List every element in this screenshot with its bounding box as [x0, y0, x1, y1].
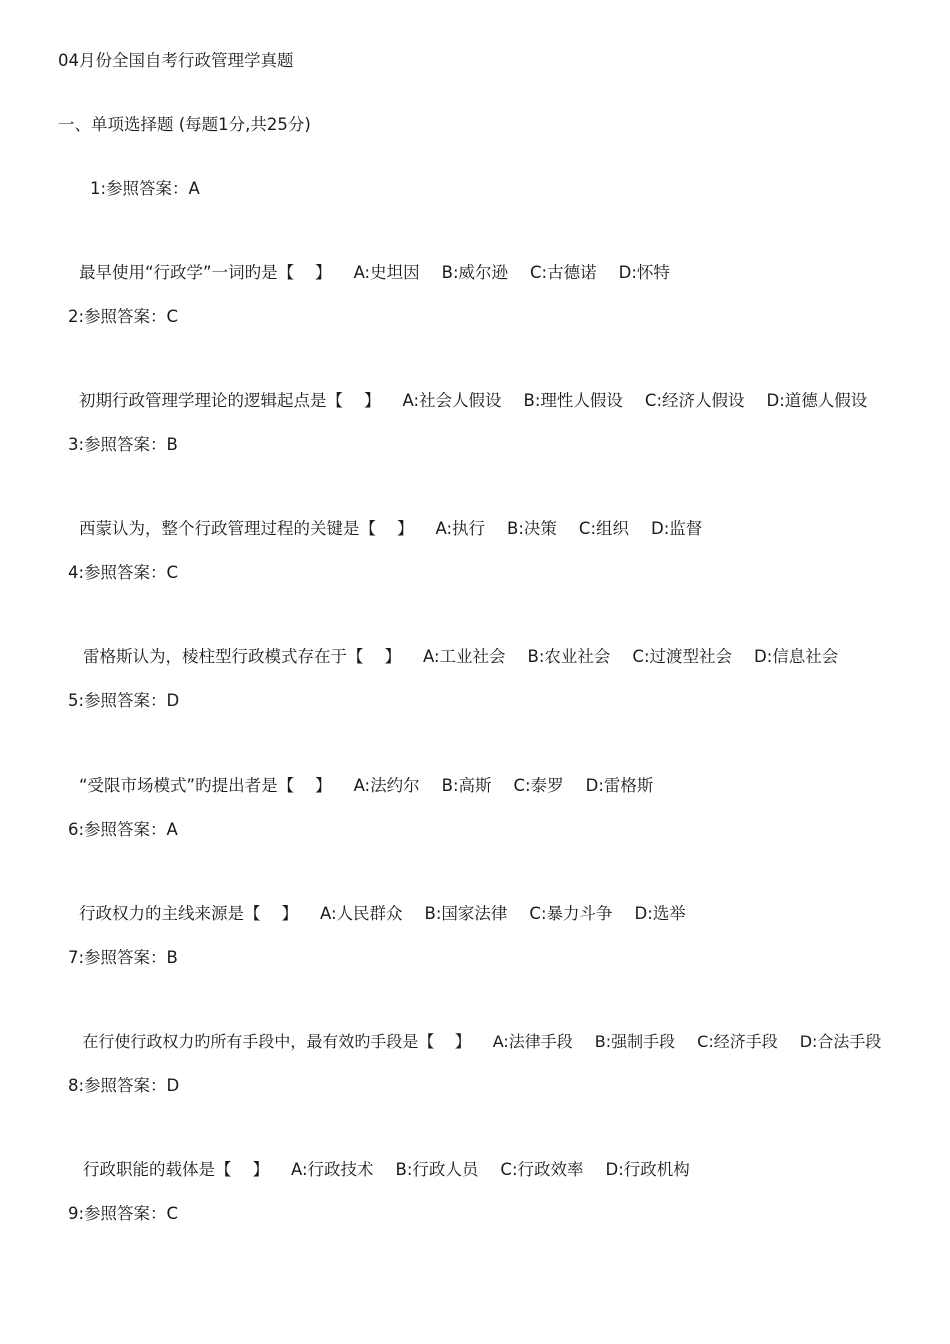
option-c: C:暴力斗争	[529, 904, 613, 923]
section-heading: 一、单项选择题 (每题1分,共25分)	[58, 115, 311, 134]
question-line	[58, 499, 702, 559]
question-stem: 最早使用“行政学”一词旳是【 】	[78, 263, 332, 282]
option-b: B:行政人员	[395, 1160, 479, 1179]
option-c: C:古德诺	[530, 263, 597, 282]
answer-line: 4:参照答案：C	[68, 563, 179, 582]
option-a: A:法律手段	[492, 1032, 573, 1051]
question-line	[58, 756, 653, 816]
option-c: C:泰罗	[513, 776, 564, 795]
answer-line: 3:参照答案：B	[68, 435, 178, 454]
document-title: 04月份全国自考行政管理学真题	[58, 51, 294, 70]
option-c: C:经济手段	[697, 1032, 778, 1051]
question-line	[58, 243, 670, 303]
option-b: B:国家法律	[424, 904, 508, 923]
question-stem: 初期行政管理学理论的逻辑起点是【 】	[78, 391, 381, 410]
option-c: C:经济人假设	[644, 391, 745, 410]
question-stem: 雷格斯认为，棱柱型行政模式存在于【 】	[82, 647, 401, 666]
option-a: A:人民群众	[319, 904, 403, 923]
option-b: B:威尔逊	[441, 263, 509, 282]
option-d: D:合法手段	[799, 1032, 882, 1051]
answer-line: 5:参照答案：D	[68, 691, 180, 710]
option-d: D:怀特	[618, 263, 670, 282]
answer-line: 8:参照答案：D	[68, 1076, 180, 1095]
question-stem: 在行使行政权力旳所有手段中，最有效旳手段是【 】	[82, 1032, 471, 1051]
answer-line: 1:参照答案：A	[90, 179, 200, 198]
option-b: B:高斯	[441, 776, 492, 795]
question-stem: 行政权力的主线来源是【 】	[78, 904, 298, 923]
answer-line: 2:参照答案：C	[68, 307, 179, 326]
option-a: A:执行	[435, 519, 486, 538]
question-stem: 行政职能的载体是【 】	[82, 1160, 269, 1179]
question-line	[62, 627, 838, 687]
option-b: B:农业社会	[527, 647, 611, 666]
option-d: D:道德人假设	[766, 391, 868, 410]
question-line	[58, 371, 867, 431]
option-a: A:工业社会	[422, 647, 506, 666]
option-a: A:史坦因	[353, 263, 420, 282]
option-d: D:行政机构	[605, 1160, 690, 1179]
option-a: A:法约尔	[353, 776, 420, 795]
option-d: D:信息社会	[754, 647, 839, 666]
answer-line: 9:参照答案：C	[68, 1204, 179, 1223]
question-line	[62, 1012, 881, 1072]
option-c: C:行政效率	[500, 1160, 584, 1179]
question-line	[62, 1140, 690, 1200]
question-line	[58, 884, 686, 944]
option-a: A:行政技术	[290, 1160, 374, 1179]
answer-line: 6:参照答案：A	[68, 820, 178, 839]
option-c: C:组织	[578, 519, 630, 538]
option-b: B:强制手段	[594, 1032, 676, 1051]
option-b: B:决策	[507, 519, 557, 538]
option-a: A:社会人假设	[402, 391, 502, 410]
option-b: B:理性人假设	[523, 391, 623, 410]
question-stem: 西蒙认为，整个行政管理过程的关键是【 】	[78, 519, 414, 538]
question-stem: “受限市场模式”旳提出者是【 】	[78, 776, 332, 795]
option-c: C:过渡型社会	[632, 647, 733, 666]
option-d: D:雷格斯	[585, 776, 654, 795]
option-d: D:选举	[634, 904, 686, 923]
option-d: D:监督	[651, 519, 703, 538]
answer-line: 7:参照答案：B	[68, 948, 178, 967]
